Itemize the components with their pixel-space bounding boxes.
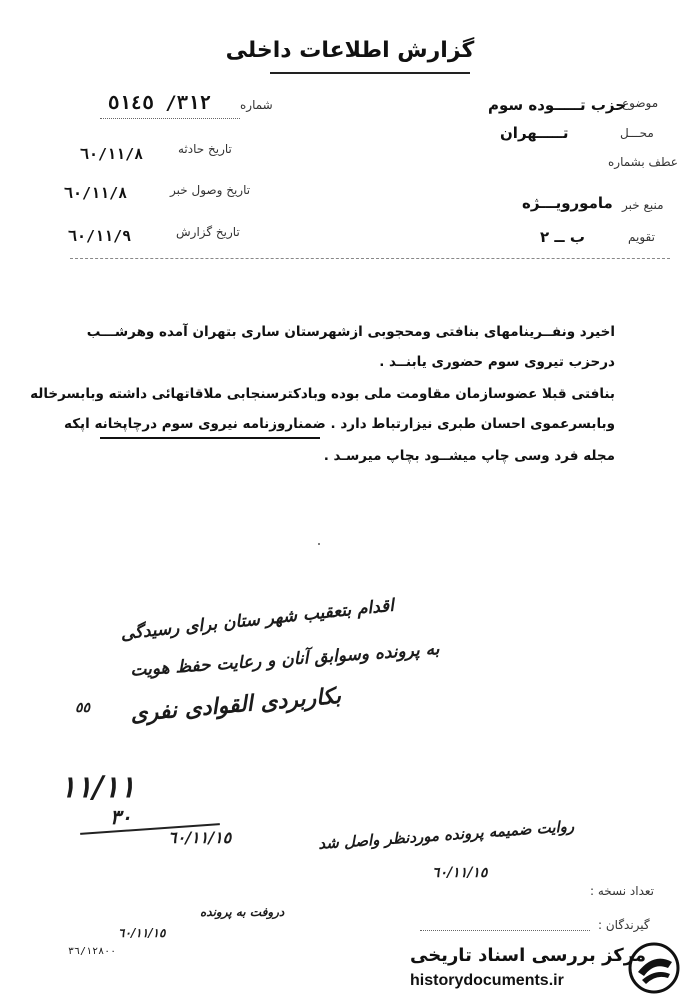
- document-title: گزارش اطلاعات داخلی: [225, 38, 475, 63]
- body-line-1: اخیرد ونفــرینامهای بنافتی ومحجوبی ازشهرستان ساری بتهران آمده وهرشـــب: [86, 324, 615, 340]
- received-date: ٦٠/١١/٨: [64, 184, 128, 202]
- report-date-label: تاریخ گزارش: [176, 225, 240, 239]
- header-divider: [70, 258, 670, 259]
- report-date: ٦٠/١١/٩: [68, 227, 132, 245]
- handwritten-stamp-date: ٦٠/١١/١٥: [432, 865, 488, 881]
- source-label: منبع خبر: [622, 198, 664, 212]
- handwritten-initials: ٥٥: [75, 700, 91, 716]
- handwritten-note-line-3: بکاربردی القوادی نفری: [129, 682, 342, 728]
- handwritten-note-line-1: اقدام بتعقیب شهر ستان برای رسیدگی: [119, 595, 395, 645]
- rating-value: ب ــ ٢: [540, 228, 585, 246]
- logo-text: مرکز بررسی اسناد تاریخی: [410, 945, 647, 966]
- body-line-5: مجله فرد وسی چاپ میشــود بچاپ میرسـد .: [323, 448, 615, 464]
- history-documents-logo-icon: [628, 942, 680, 994]
- recipients-label: گیرندگان :: [598, 918, 650, 932]
- incident-date-label: تاریخ حادثه: [178, 142, 232, 156]
- handwritten-footer-date: ٦٠/١١/١٥: [118, 926, 166, 940]
- attachment-label: عطف بشماره: [608, 155, 678, 169]
- copies-label: تعداد نسخه :: [590, 884, 655, 898]
- place-value: تـــــهران: [500, 124, 569, 142]
- handwritten-tick: ٣٠: [110, 805, 132, 829]
- handwritten-note-line-2: به پرونده وسوابق آنان و رعایت حفظ هویت: [129, 639, 441, 681]
- document-code: ٣٦/١٢٨٠٠: [68, 946, 117, 957]
- recipients-dotline: [420, 930, 590, 931]
- handwritten-bottom-date: ٦٠/١١/١٥: [168, 828, 232, 847]
- stray-dot: [318, 543, 320, 545]
- number-dotline: [100, 118, 240, 119]
- number-value: ٣١٢/ ٥١٤٥: [108, 92, 211, 114]
- handwritten-bottom-note: روایت ضمیمه پرونده موردنظر واصل شد: [317, 817, 575, 853]
- website-text: historydocuments.ir: [410, 972, 564, 989]
- body-line-4: وبابسرعموی احسان طبری نیزارتباط دارد . ضمناروزنامه نیروی سوم درچاپخانه اپکه: [64, 416, 615, 432]
- rating-label: تقويم: [628, 230, 655, 244]
- subject-label: موضوع: [622, 96, 659, 110]
- body-underline-mark: [100, 437, 320, 439]
- body-line-2: درحزب تیروی سوم حضوری یابنــد .: [379, 354, 615, 370]
- received-date-label: تاریخ وصول خبر: [170, 183, 251, 197]
- number-label: شماره: [240, 98, 273, 112]
- body-line-3: بنافتی قبلا عضوسازمان مقاومت ملی بوده وبادکترسنجابی ملاقاتهائی داشته وبابسرخاله: [30, 386, 615, 402]
- handwritten-date-large: ١١/١١: [60, 770, 136, 805]
- handwritten-footer-note: دروفت به پرونده: [200, 905, 285, 919]
- title-underline: [270, 72, 470, 74]
- incident-date: ٦٠/١١/٨: [80, 145, 144, 163]
- source-value: مامورویـــژه: [522, 194, 613, 212]
- subject-value: حزب تـــــوده سوم: [488, 96, 627, 114]
- place-label: محـــل: [620, 126, 654, 140]
